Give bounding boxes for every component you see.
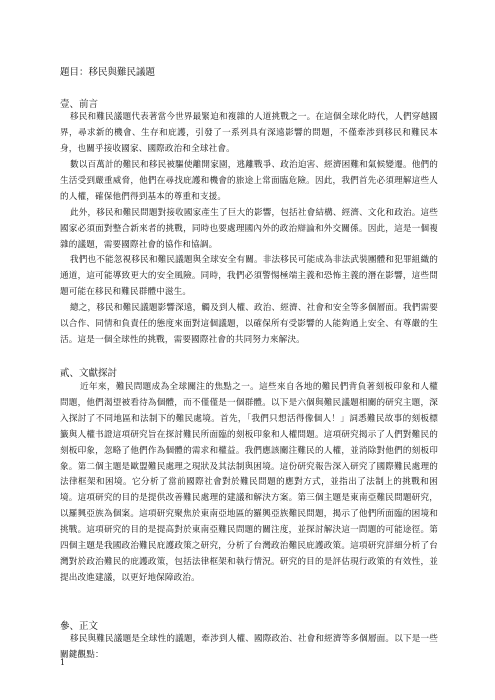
section-heading-introduction: 壹、前言 [60, 99, 99, 110]
section-heading-literature-review: 貳、文獻探討 [60, 368, 118, 379]
section-heading-main-body: 參、正文 [60, 621, 99, 632]
intro-paragraph-1: 移民和難民議題代表著當今世界最緊迫和複雜的人道挑戰之一。在這個全球化時代，人們穿越國界，尋求新的機會、生存和庇護，引發了一系列具有深遠影響的問題，不僅牽涉到移民和難民本身，也關乎接收國家、國際政治和全球社會。 [60, 112, 438, 154]
page-number: 1 [60, 658, 66, 667]
document-title: 題目：移民與難民議題 [60, 67, 156, 78]
intro-paragraph-2: 數以百萬計的難民和移民被驅使離開家園，逃離戰爭、政治迫害、經濟困難和氣候變遷。他們的生活受到嚴重威脅，他們在尋找庇護和機會的旅途上常面臨危險。因此，我們首先必須理解這些人的人權，確保他們得到基本的尊重和支援。 [60, 160, 438, 202]
literature-paragraph-1: 近年來，難民問題成為全球關注的焦點之一。這些來自各地的難民們背負著刻板印象和人權問題，他們渴望被看待為個體，而不僅僅是一個群體。以下是六個與難民議題相關的研究主題，深入探討了不同地區和法制下的難民處境。首先，「我們只想活得像個人！」詞悉難民故事的刻板標籤與人權书證這項研究旨在探討難民所面臨的刻板印象和人權問題。這項研究揭示了人們對難民的刻板印象，忽略了他們作為個體的需求和權益。我們應該關注難民的人權，並消除對他們的刻板印象。第二個主題是歐盟難民處理之現狀及其法制與困境。這份研究報告深入研究了國際難民處理的法律框架和困境。它分析了當前國際社會對於難民問題的應對方式，並指出了法制上的挑戰和困境。這項研究的目的是提供改善難民處理的建議和解決方案。第三個主題是東南亞難民問題研究，以羅興亞族為個案。這項研究聚焦於東南亞地區的羅興亞族難民問題，揭示了他們所面臨的困境和挑戰。這項研究的目的是提高對於東南亞難民問題的關注度，並探討解決這一問題的可能途徑。第四個主題是我國政治難民庇護政策之研究，分析了台灣政治難民庇護政策。這項研究詳細分析了台灣對於政治難民的庇護政策，包括法律框架和執行情況。研究的目的是評估現行政策的有效性，並提出改進建議，以更好地保障政治。 [60, 382, 438, 583]
intro-paragraph-5: 總之，移民和難民議題影響深遠，觸及到人權、政治、經濟、社會和安全等多個層面。我們需要以合作、同情和負責任的態度來面對這個議題，以確保所有受影響的人能夠過上安全、有尊嚴的生活。這是一個全球性的挑戰，需要國際社會的共同努力來解決。 [60, 303, 438, 345]
intro-paragraph-3: 此外，移民和難民問題對接收國家產生了巨大的影響，包括社會結構、經濟、文化和政治。這些國家必須面對整合新來者的挑戰，同時也要處理國內外的政治辯論和外交關係。因此，這是一個複雜的議題，需要國際社會的協作和協調。 [60, 208, 438, 250]
main-body-paragraph-1: 移民與難民議題是全球性的議題，牽涉到人權、國際政治、社會和經濟等多個層面。以下是一些關鍵觀點： [60, 634, 438, 660]
intro-paragraph-4: 我們也不能忽視移民和難民議題與全球安全有關。非法移民可能成為非法武裝團體和犯罪組織的通道，這可能導致更大的安全風險。同時，我們必須警惕極端主義和恐怖主義的潛在影響，這些問題可能在移民和難民群體中滋生。 [60, 255, 438, 297]
